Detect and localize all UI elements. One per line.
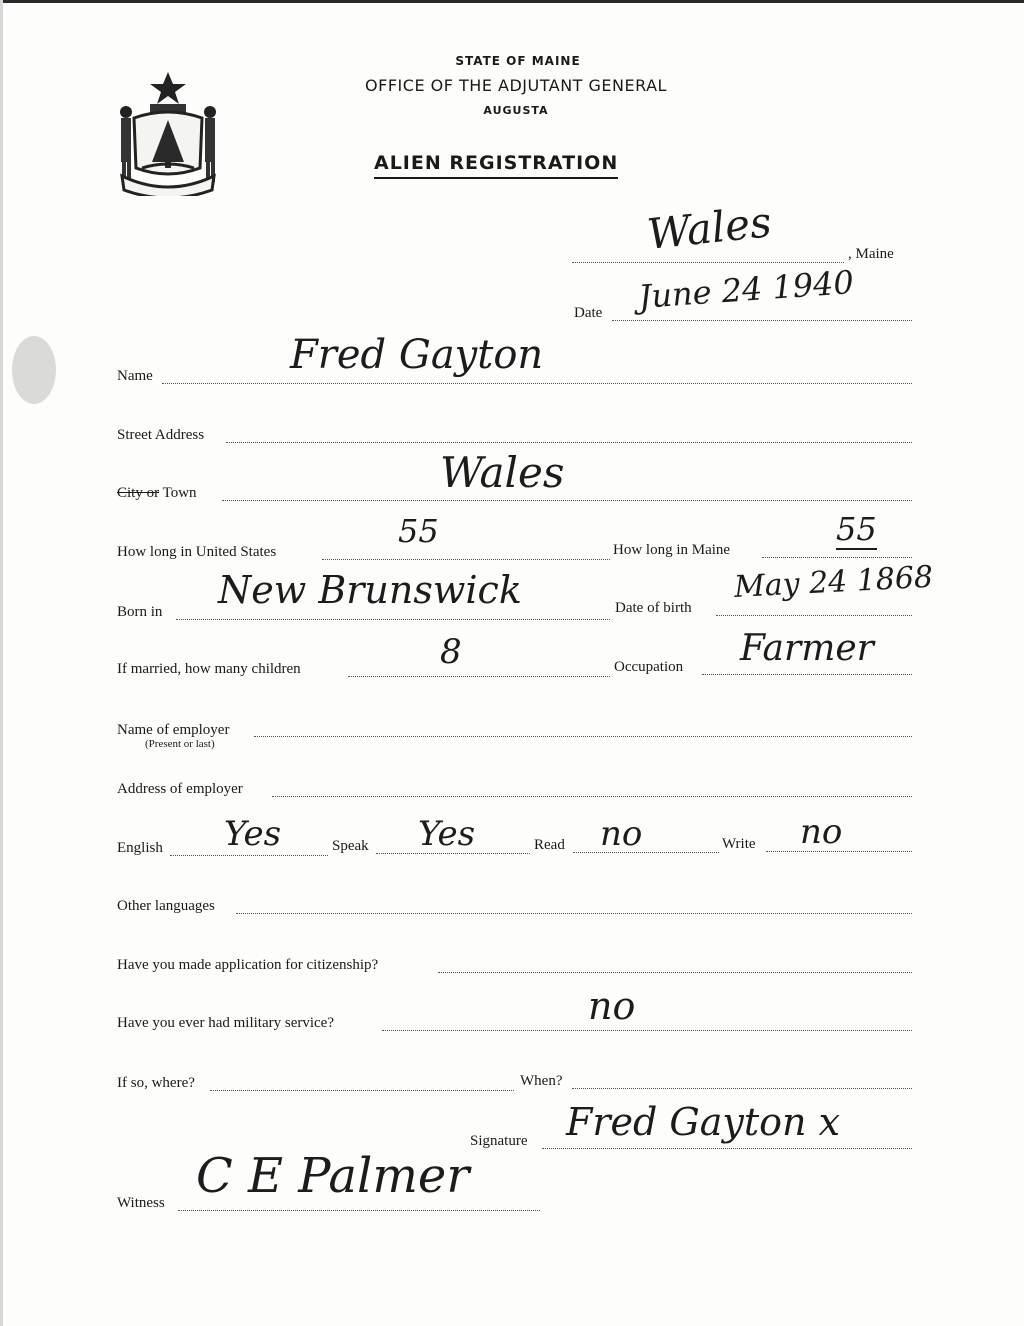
date-line xyxy=(612,320,912,321)
children-label: If married, how many children xyxy=(117,661,301,677)
children-value: 8 xyxy=(440,632,462,672)
speak-label: Speak xyxy=(332,838,369,854)
when-label: When? xyxy=(520,1073,563,1089)
street-address-label: Street Address xyxy=(117,427,205,443)
signature-label: Signature xyxy=(470,1133,528,1149)
form-title: ALIEN REGISTRATION xyxy=(374,152,618,179)
header-state: STATE OF MAINE xyxy=(455,54,581,68)
header-city: AUGUSTA xyxy=(483,104,549,117)
scan-smudge xyxy=(4,330,64,410)
where-label: If so, where? xyxy=(117,1075,195,1091)
name-label: Name xyxy=(117,368,153,384)
how-long-maine-label: How long in Maine xyxy=(613,542,731,558)
employer-address-label: Address of employer xyxy=(117,781,243,797)
how-long-maine-line xyxy=(762,557,912,558)
location-line xyxy=(572,262,844,263)
signature-line xyxy=(542,1148,912,1149)
citizenship-label: Have you made application for citizenship? xyxy=(117,957,379,973)
occupation-label: Occupation xyxy=(614,659,684,675)
scan-border xyxy=(0,0,1024,3)
date-label: Date xyxy=(574,305,603,321)
witness-label: Witness xyxy=(117,1195,165,1211)
other-languages-line xyxy=(236,913,912,914)
read-label: Read xyxy=(534,837,565,853)
how-long-us-value: 55 xyxy=(398,512,439,550)
occupation-value: Farmer xyxy=(740,628,874,669)
employer-label: Name of employer xyxy=(117,722,230,738)
how-long-us-line xyxy=(322,559,610,560)
where-line xyxy=(210,1090,514,1091)
born-in-line xyxy=(176,619,610,620)
date-of-birth-value: May 24 1868 xyxy=(733,559,934,605)
write-value: no xyxy=(800,812,843,852)
city-or-struck: City or xyxy=(117,485,160,501)
location-suffix: , Maine xyxy=(848,246,894,262)
signature-value: Fred Gayton x xyxy=(566,1100,841,1144)
witness-line xyxy=(178,1210,540,1211)
employer-address-line xyxy=(272,796,912,797)
citizenship-line xyxy=(438,972,912,973)
city-town-value: Wales xyxy=(440,448,565,497)
name-line xyxy=(162,383,912,384)
speak-value: Yes xyxy=(418,814,476,854)
read-value: no xyxy=(600,814,643,854)
military-value: no xyxy=(588,984,636,1028)
employer-sublabel: (Present or last) xyxy=(145,738,215,750)
date-of-birth-label: Date of birth xyxy=(615,600,692,616)
location-value: Wales xyxy=(644,197,774,259)
town-word: Town xyxy=(159,485,197,501)
how-long-maine-value: 55 xyxy=(836,510,877,548)
employer-line xyxy=(254,736,912,737)
when-line xyxy=(572,1088,912,1089)
english-value: Yes xyxy=(224,814,282,854)
street-address-line xyxy=(226,442,912,443)
born-in-label: Born in xyxy=(117,604,163,620)
military-line xyxy=(382,1030,912,1031)
witness-value: C E Palmer xyxy=(196,1148,470,1204)
english-label: English xyxy=(117,840,163,856)
city-town-label xyxy=(117,485,197,502)
military-label: Have you ever had military service? xyxy=(117,1015,334,1031)
other-languages-label: Other languages xyxy=(117,898,215,914)
date-value: June 24 1940 xyxy=(637,263,855,316)
occupation-line xyxy=(702,674,912,675)
how-long-us-label: How long in United States xyxy=(117,544,277,560)
city-town-line xyxy=(222,500,912,501)
born-in-value: New Brunswick xyxy=(218,568,522,612)
english-line xyxy=(170,855,328,856)
read-line xyxy=(573,852,719,853)
name-value: Fred Gayton xyxy=(290,332,544,378)
scan-border-left xyxy=(0,0,3,1326)
write-label: Write xyxy=(722,836,756,852)
date-of-birth-line xyxy=(716,615,912,616)
children-line xyxy=(348,676,610,677)
header-office: OFFICE OF THE ADJUTANT GENERAL xyxy=(365,76,667,95)
